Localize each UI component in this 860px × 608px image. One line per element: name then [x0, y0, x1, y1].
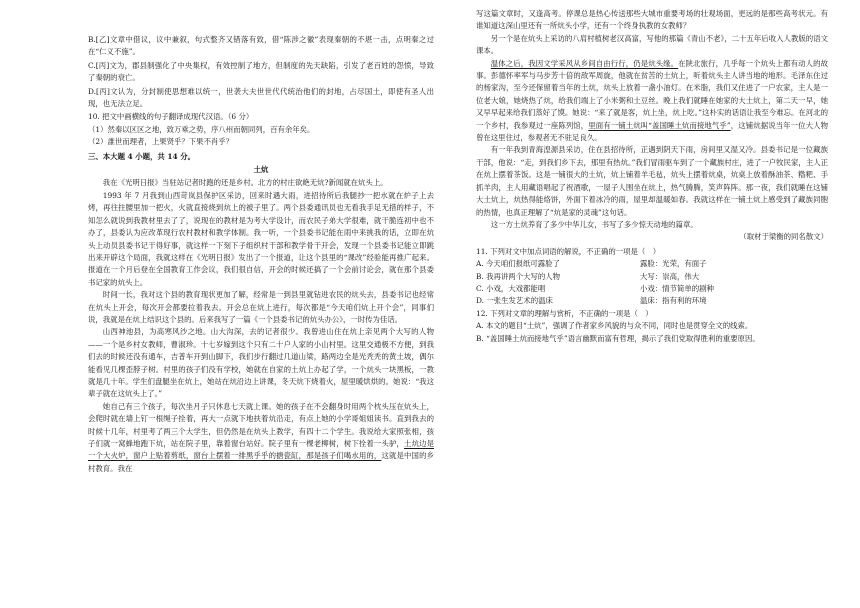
option-d: D.[丙]文认为，分封制使思想难以统一，世袭大夫世世代代统治他们的封地，占尽国土，即使有圣人出现，也无法立足。 — [88, 86, 434, 109]
essay-paragraph-10: 这一方土炕养育了多少中华儿女，书写了多少惊天动地的篇章。 — [490, 219, 698, 229]
essay-paragraph-4: 山西神池县，为高寒风沙之地。山大沟深，去的记者很少。我曾进山住在炕上亲见两个大写的人物——一个是乡村女教师，曹淑珍。十七岁嫁到这个只有二十户人家的小山村里。这里交通极不方便，到我们去的时候还没有通车，吉普车开到山脚下，我们步行翻过几道山梁，路两边全是光秃秃的黄土坡，偶尔能看见几棵歪脖子树。村里的孩子们没有学校，她就在自家的土炕上办起了学，一个炕头一块黑板，一教就是几十年。学生们盘腿坐在炕上，她站在炕沿边上讲课，冬天炕下烧着火，屋里暖烘烘的。她说：“我这辈子就在这炕头上了。” — [88, 327, 434, 399]
q11-d-text: D. 一张生发艺术的温床 — [476, 296, 553, 306]
paragraph-8-tail: ，这铺炕据说当年一位大人物曾在这里住过，参观者无不驻足良久。 — [476, 120, 828, 143]
essay-paragraph-6: 写这篇文章时，又逢高考。停课总是热心传送那些大城市重要考场的壮观场面，更远的是那些高考状元。有谁知道这深山里还有一所炕头小学，还有一个终身执教的女教师？ — [476, 9, 828, 31]
question-11: 11. 下列对文中加点词语的解说，不正确的一项是（ ） — [476, 246, 661, 256]
q11-d-gloss: 温床：指有利的环境 — [640, 296, 707, 306]
question-10-2: （2）誰世而理者，上果贤乎？下果不肖乎？ — [88, 137, 234, 147]
q11-b-text: B. 我再讲两个大写的人物 — [476, 271, 561, 281]
question-12: 12. 下列对文章的理解与赏析，不正确的一项是（ ） — [476, 308, 653, 318]
q12-option-b: B. “盖国睡土炕而接地气乎”语言幽默而富有哲理，揭示了我们党取得胜利的重要原因。 — [476, 333, 760, 343]
essay-paragraph-1: 我在《光明日报》当驻站记者时跑的还是乡村。北方的村庄欲絶无炕?新闻就在炕头上。 — [102, 178, 388, 188]
essay-paragraph-8 — [476, 58, 828, 145]
paragraph-8-text: 在陕北旅行，几乎每一个炕头上都有动人的故事。彭德怀率军与马步芳十倍的敌军周旋，他就在贫苦的土炕上，听着炕头主人讲当地的地形。毛泽东住过的杨家沟，至今还保留着当年的土炕，炕头上放着一盏小油灯。在米脂，我们又住进了一户农家，主人是一位老大娘，她烧热了炕，给我们端上了小米粥和土豆丝。晚上我们就睡在她家的大土炕上，第二天一早，她又早早起来给我们蒸好了馍。她说：“来了就是客，炕上坐，炕上吃。”这朴实的话语让我至今难忘。在河北的一个乡村，我参观过一座陈列馆， — [476, 58, 828, 130]
essay-paragraph-2: 1993 年 7 月我到山西苛岚县保护区采访，回来时遇大雨，进招待所后我腿抄一把水就在炉子上去烤，再往拄腰里加一把火，火就直接烧到炕上的被子里了。两个县委通讯员也无看我手足无措的样子，不知怎么就说到我教材里去了了，说现在的教材是为考大学设计，而农民子弟大学很难，就干脆连初中也不办了，县委认为应改革现行农村教材和教学体制。我一听，一个县委书记能在雨中来挑我的话，立即在炕头上动员县委书记干得好事，就这样一下刻下子组织村干部和教学骨干开会，发现一个县委书记能立即跳出来开辟这个局面，我就这样在《光明日报》发出了一个报道，让这个县里的“课改”经验能再推广起来。报道在一个月后登在全国教育工作会议，我们很自信，开会的时候还搞了一个会前讨论会，就在那个县委书记家的炕头上。 — [88, 190, 434, 287]
q11-option-c — [476, 283, 828, 295]
option-c: C.[丙]文为，郡县制强化了中央集权，有效控制了地方，但制度的先天缺陷，引发了老百姓的怨愤，导致了秦朝的衰亡。 — [88, 60, 434, 83]
option-b: B.[乙]文章中借议，议中兼叙，句式整齐又错落有致，借“陈涉之徽”表现秦朝的不堪一击，点明秦之过在“仁义不施”。 — [88, 35, 434, 57]
essay-source: （取材于梁衡的同名散文） — [739, 232, 828, 242]
q11-c-text: C. 小戏，大戏都能唱 — [476, 283, 546, 293]
essay-paragraph-5 — [88, 401, 434, 475]
q11-b-gloss: 大写：崇高，伟大 — [640, 271, 700, 281]
essay-paragraph-7: 另一个是在炕头上采访的八肩村植树老汉高富，写他的那篇《青山不老》，二十五年后收入人教版的语文课本。 — [476, 33, 828, 56]
q11-a-text: A. 今天咱们报纸可露脸了 — [476, 259, 560, 269]
underlined-sentence-3: 里面有一铺土炕叫“盖国睡土炕而接地气乎” — [588, 120, 731, 130]
essay-paragraph-3: 时间一长，我对这个县的教育现状更加了解，经常是一到县里就钻进农民的炕头去，县委书记也经常在炕头上开会，每次开会都要拉着我去。开会总在炕上进行，每次都是“今天咱们炕上开个会”，同事们说，我就是在炕上结识这个县的。后来我写了一篇《一个县委书记的炕头办公》，一时传为佳话。 — [88, 290, 434, 324]
underlined-sentence-2: 温体之后，我因文学采风从乡间自由行行，仍是炕头缘。 — [490, 58, 679, 68]
right-column — [476, 8, 828, 345]
question-10-1: （1）然秦以区区之地，致万乘之势，序八州而朝同列，百有余年矣。 — [88, 124, 315, 134]
essay-title: 土炕 — [253, 165, 269, 175]
q11-a-gloss: 露脸：光荣，有面子 — [640, 259, 707, 269]
q11-option-b — [476, 271, 828, 283]
paragraph-5-tail: 这就是中国的乡村教育。我在 — [88, 451, 434, 473]
q12-option-a: A. 本文的题目“土炕”，强调了作者家乡风貌的与众不同，同时也是贯穿全文的线索。 — [476, 321, 753, 331]
underlined-sentence: 土炕边是一个大火炉，窗户上贴着剪纸，窗台上摆着一排黑乎乎的搪瓷缸，那是孩子们喝水用的， — [88, 439, 434, 461]
q11-c-gloss: 小戏：情节简单的剧种 — [640, 283, 714, 293]
question-10: 10. 把文中画横线的句子翻译成现代汉语。（6 分） — [88, 112, 254, 122]
essay-paragraph-9: 有一年我到青海湟源县采访，住在县招待所，正遇到阴天下雨，房间里又湿又冷。县委书记是一位藏族干部，他说：“走，到我们乡下去，那里有热炕。”我们冒雨驱车到了一个藏族村庄，进了一户牧民家，主人正在炕上摆着茶饭。这是一铺很大的土炕，炕上铺着羊毛毡，炕头上摆着炕桌，炕桌上放着酥油茶、糌粑、手抓羊肉，主人用藏语唱起了祝酒歌，一屋子人围坐在炕上，热气腾腾，笑声阵阵。那一夜，我们就睡在这铺大土炕上，炕热得能烙饼，外面下着冰冷的雨，屋里却温暖如春。我就这样在一铺土炕上感受到了藏族同胞的热情，也真正理解了“炕是家的灵魂”这句话。 — [476, 145, 828, 217]
section-heading: 三、本大题 4 小题，共 14 分。 — [88, 151, 196, 161]
paragraph-5-text: 她自己有三个孩子，每次坐月子只休息七天就上课。她的孩子在不会翻身时用两个枕头压在炕头上，会爬时就在墙上钉一根绳子拴着，再大一点就下地扶着炕沿走，有点上她的小学哥姐姐读书。直到我去的时候十几年，村里考了两三个大学生，但仍然是在炕头上教学，有四十二个学生。我说给大家照张相，孩子们就一窝蜂地跑下炕，站在院子里，靠着窗台站好。院子里有一棵老柳树，树下拴着一头驴， — [88, 401, 434, 448]
left-column — [88, 34, 434, 475]
q11-option-d — [476, 295, 828, 307]
q11-option-a — [476, 258, 828, 270]
